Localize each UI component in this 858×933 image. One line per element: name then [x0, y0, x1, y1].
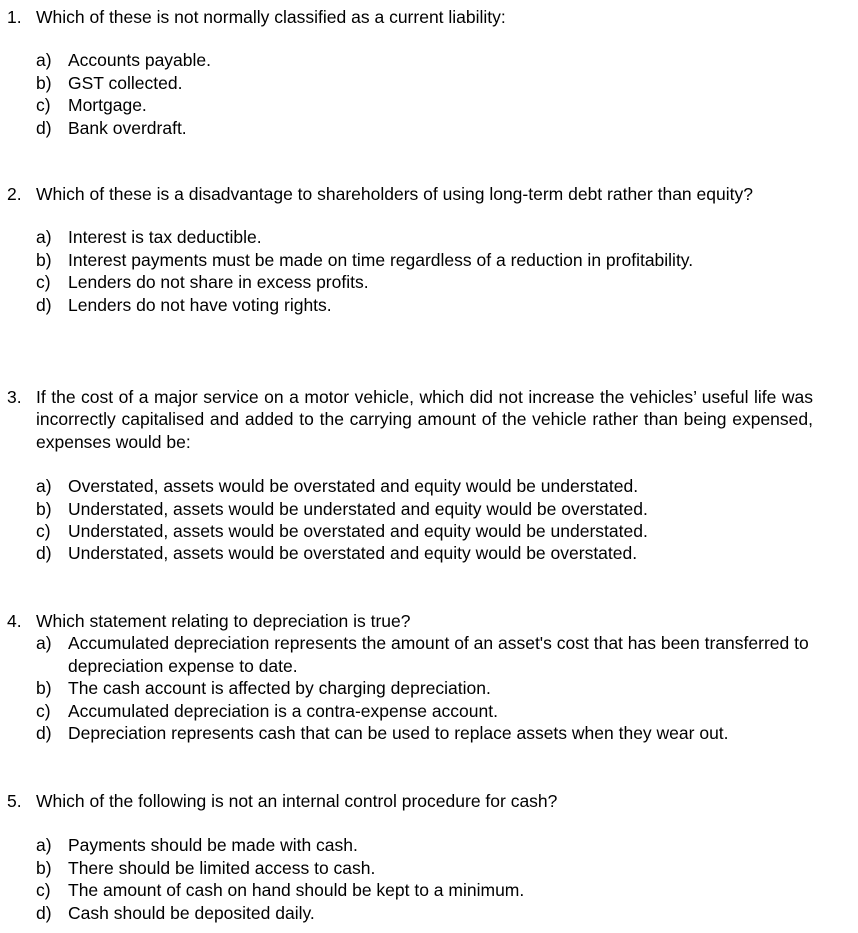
option-d	[0, 902, 858, 924]
option-d	[0, 722, 858, 744]
option-list	[0, 226, 858, 316]
option-text: Understated, assets would be understated and equity would be overstated.	[68, 498, 648, 519]
question-3	[0, 386, 858, 565]
option-text: Understated, assets would be overstated and equity would be understated.	[68, 521, 648, 542]
option-letter: d)	[36, 294, 52, 315]
question-text: If the cost of a major service on a motor vehicle, which did not increase the vehicles’ useful life was incorrectly capitalised and added to the carrying amount of the vehicle rather than being expensed, expenses would be:	[36, 387, 813, 452]
option-letter: b)	[36, 249, 52, 270]
option-c	[0, 271, 858, 293]
option-text: Lenders do not have voting rights.	[68, 294, 332, 315]
question-text: Which of these is a disadvantage to shareholders of using long-term debt rather than equity?	[36, 184, 753, 204]
option-text: Payments should be made with cash.	[68, 835, 358, 856]
question-stem	[0, 790, 858, 812]
option-letter: a)	[36, 835, 52, 856]
option-a	[0, 632, 858, 677]
option-list	[0, 49, 858, 139]
question-text: Which statement relating to depreciation is true?	[36, 611, 411, 631]
option-a	[0, 475, 858, 497]
option-b	[0, 857, 858, 879]
question-stem	[0, 183, 858, 205]
option-text: Bank overdraft.	[68, 117, 187, 138]
question-5	[0, 790, 858, 924]
option-c	[0, 520, 858, 542]
option-text: Overstated, assets would be overstated and equity would be understated.	[68, 476, 639, 497]
option-text: There should be limited access to cash.	[68, 857, 376, 878]
option-b	[0, 249, 858, 271]
question-text: Which of these is not normally classified as a current liability:	[36, 7, 506, 27]
option-text: Accounts payable.	[68, 50, 212, 71]
option-a	[0, 226, 858, 248]
option-a	[0, 49, 858, 71]
question-number: 4.	[7, 611, 22, 631]
option-d	[0, 117, 858, 139]
option-text: Mortgage.	[68, 95, 147, 116]
option-letter: c)	[36, 880, 51, 901]
option-letter: d)	[36, 902, 52, 923]
option-letter: a)	[36, 476, 52, 497]
question-number: 1.	[7, 7, 22, 27]
question-4	[0, 610, 858, 744]
option-text: The cash account is affected by charging depreciation.	[68, 678, 491, 699]
option-letter: b)	[36, 678, 52, 699]
question-stem	[0, 386, 858, 453]
option-letter: d)	[36, 117, 52, 138]
option-text: Interest is tax deductible.	[68, 227, 262, 248]
option-letter: c)	[36, 700, 51, 721]
option-text: Accumulated depreciation represents the amount of an asset's cost that has been transferred to depreciation expense to date.	[68, 633, 809, 676]
option-text: Accumulated depreciation is a contra-expense account.	[68, 700, 498, 721]
question-stem	[0, 6, 858, 28]
option-list	[0, 632, 858, 744]
option-letter: b)	[36, 498, 52, 519]
option-letter: d)	[36, 543, 52, 564]
question-text: Which of the following is not an internal control procedure for cash?	[36, 791, 558, 811]
option-letter: a)	[36, 633, 52, 654]
option-d	[0, 294, 858, 316]
option-letter: b)	[36, 857, 52, 878]
option-text: Cash should be deposited daily.	[68, 902, 315, 923]
option-b	[0, 677, 858, 699]
option-letter: a)	[36, 227, 52, 248]
option-text: Depreciation represents cash that can be used to replace assets when they wear out.	[68, 723, 729, 744]
question-stem	[0, 610, 858, 632]
option-a	[0, 834, 858, 856]
option-list	[0, 834, 858, 924]
option-c	[0, 94, 858, 116]
option-letter: b)	[36, 72, 52, 93]
option-text: GST collected.	[68, 72, 183, 93]
option-letter: d)	[36, 723, 52, 744]
option-b	[0, 498, 858, 520]
question-number: 5.	[7, 791, 22, 811]
option-d	[0, 542, 858, 564]
option-text: Understated, assets would be overstated and equity would be overstated.	[68, 543, 638, 564]
option-list	[0, 475, 858, 565]
question-2	[0, 183, 858, 316]
option-letter: c)	[36, 272, 51, 293]
option-text: Interest payments must be made on time regardless of a reduction in profitability.	[68, 249, 694, 270]
option-b	[0, 72, 858, 94]
option-c	[0, 879, 858, 901]
option-letter: c)	[36, 95, 51, 116]
option-text: Lenders do not share in excess profits.	[68, 272, 369, 293]
question-number: 2.	[7, 184, 22, 204]
option-text: The amount of cash on hand should be kept to a minimum.	[68, 880, 525, 901]
option-letter: a)	[36, 50, 52, 71]
option-c	[0, 700, 858, 722]
question-number: 3.	[7, 387, 22, 407]
option-letter: c)	[36, 521, 51, 542]
question-1	[0, 6, 858, 139]
